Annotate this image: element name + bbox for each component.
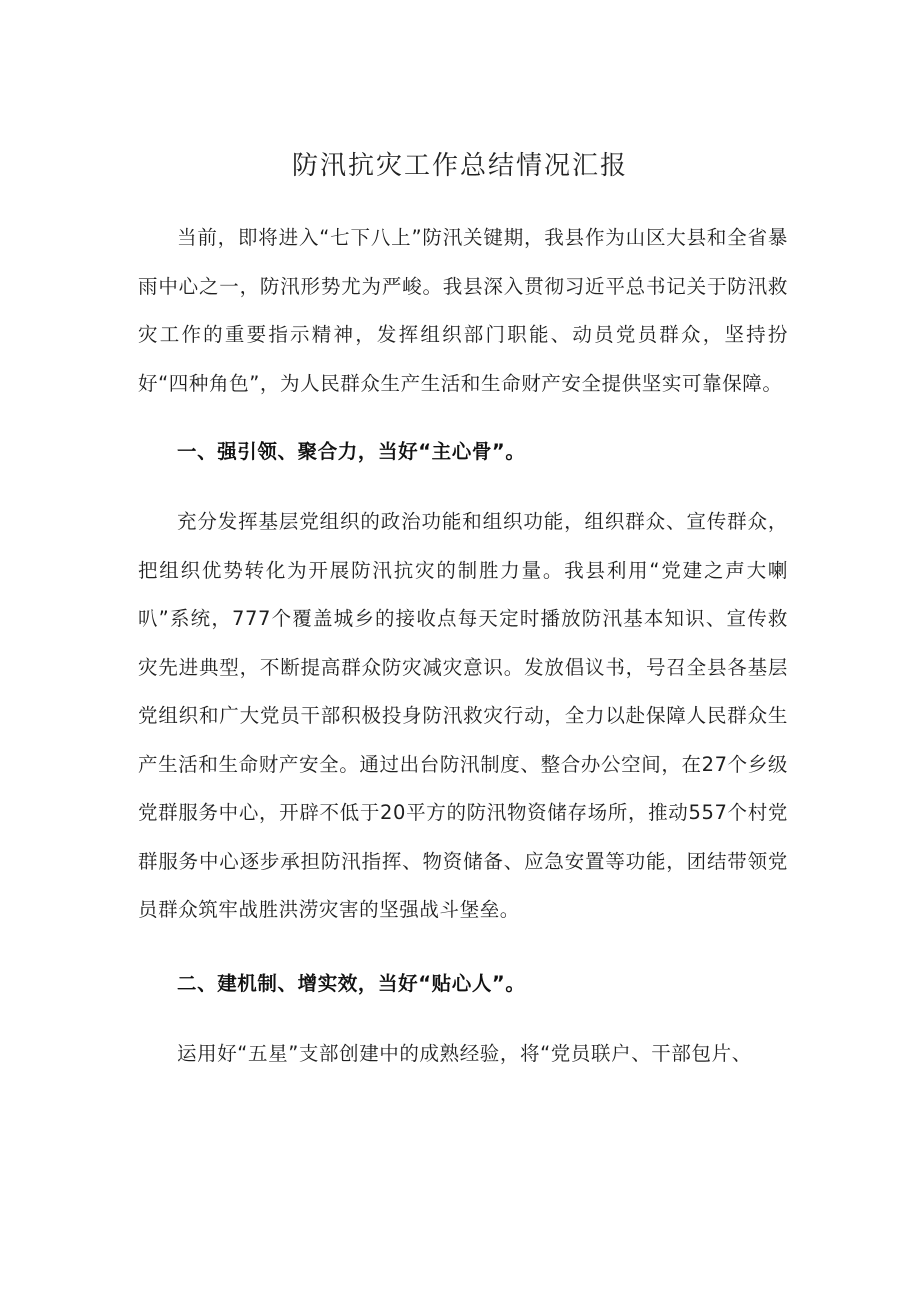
section-heading-1: 一、强引领、聚合力，当好“主心骨”。	[177, 440, 526, 463]
section-heading-2: 二、建机制、增实效，当好“贴心人”。	[177, 972, 526, 995]
document-title: 防汛抗灾工作总结情况汇报	[291, 151, 628, 181]
paragraph-section-1: 充分发挥基层党组织的政治功能和组织功能，组织群众、宣传群众，把组织优势转化为开展防汛抗灾的制胜力量。我县利用“党建之声大喇叭”系统，777个覆盖城乡的接收点每天定时播放防汛基本知识、宣传救灾先进典型，不断提高群众防灾减灾意识。发放倡议书，号召全县各基层党组织和广大党员干部积极投身防汛救灾行动，全力以赴保障人民群众生产生活和生命财产安全。通过出台防汛制度、整合办公空间，在27个乡级党群服务中心，开辟不低于20平方的防汛物资储存场所，推动557个村党群服务中心逐步承担防汛指挥、物资储备、应急安置等功能，团结带领党员群众筑牢战胜洪涝灾害的坚强战斗堡垒。	[138, 510, 788, 921]
paragraph-section-2: 运用好“五星”支部创建中的成熟经验，将“党员联户、干部包片、	[177, 1042, 752, 1065]
paragraph-intro: 当前，即将进入“七下八上”防汛关键期，我县作为山区大县和全省暴雨中心之一，防汛形势尤为严峻。我县深入贯彻习近平总书记关于防汛救灾工作的重要指示精神，发挥组织部门职能、动员党员群众，坚持扮好“四种角色”，为人民群众生产生活和生命财产安全提供坚实可靠保障。	[138, 226, 788, 395]
